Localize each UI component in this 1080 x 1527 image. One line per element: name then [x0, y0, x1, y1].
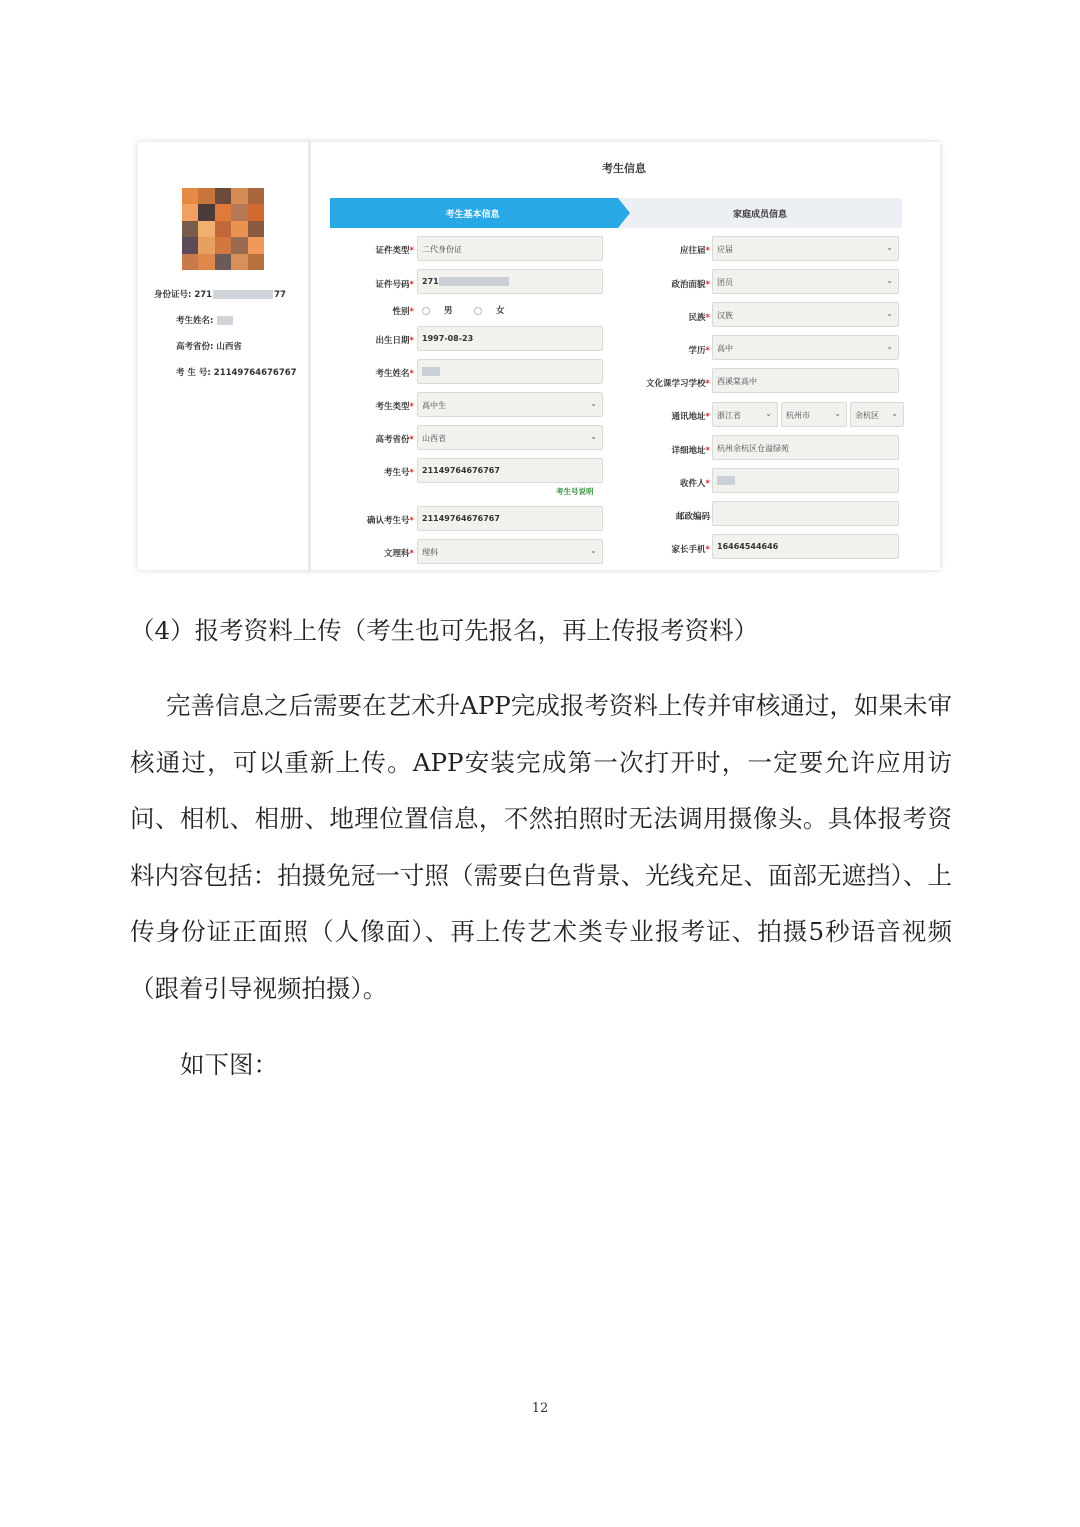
avatar-pixel — [248, 188, 264, 204]
chevron-down-icon: ⌄ — [886, 342, 893, 351]
name-line — [176, 314, 234, 326]
avatar-pixel — [182, 204, 198, 220]
address-city-select[interactable]: 杭州市 ⌄ — [781, 402, 847, 427]
education-select[interactable]: 高中 ⌄ — [712, 335, 899, 360]
step-basic-label: 考生基本信息 — [445, 210, 500, 220]
chevron-down-icon: ⌄ — [834, 409, 841, 418]
avatar-pixel — [231, 221, 247, 237]
label-political-status: 政治面貌* — [671, 280, 710, 290]
label-exam-number: 考生号* — [384, 468, 414, 478]
address-province-select[interactable]: 浙江省 ⌄ — [712, 402, 778, 427]
figure-caption: 如下图： — [180, 1050, 278, 1079]
detail-address-input[interactable]: 杭州余杭区仓溢绿苑 — [712, 435, 899, 460]
chevron-down-icon: ⌄ — [891, 409, 898, 418]
body-paragraph: 完善信息之后需要在艺术升APP完成报考资料上传并审核通过，如果未审核通过，可以重新上传。APP安装完成第一次打开时，一定要允许应用访问、相机、相册、地理位置信息，不然拍照时无法调用摄像头。具体报考资料内容包括：拍摄免冠一寸照（需要白色背景、光线充足、面部无遮挡）、上传身份证正面照（人像面）、再上传艺术类专业报考证、拍摄5秒语音视频（跟着引导视频拍摄）。 — [130, 691, 952, 1003]
avatar-pixel — [215, 221, 231, 237]
exam-number-line: 考 生 号: 21149764676767 — [176, 368, 297, 378]
grad-status-select[interactable]: 应届 ⌄ — [712, 236, 899, 261]
page-number: 12 — [531, 1401, 549, 1416]
avatar-pixel — [198, 237, 214, 253]
redaction — [439, 277, 509, 286]
avatar-pixel — [215, 204, 231, 220]
form-title: 考生信息 — [602, 162, 646, 175]
chevron-down-icon: ⌄ — [590, 432, 597, 441]
avatar-pixel — [231, 188, 247, 204]
label-education: 学历* — [688, 346, 710, 356]
step-bar — [330, 198, 902, 228]
gender-female-radio[interactable]: 女 — [474, 304, 505, 316]
recipient-input[interactable] — [712, 468, 899, 493]
label-exam-province: 高考省份* — [375, 435, 414, 445]
exam-province-select[interactable]: 山西省 ⌄ — [417, 425, 603, 450]
chevron-down-icon: ⌄ — [886, 276, 893, 285]
avatar-pixel — [248, 221, 264, 237]
chevron-down-icon: ⌄ — [590, 399, 597, 408]
screenshot-figure — [138, 142, 940, 570]
avatar-pixel — [182, 221, 198, 237]
exam-number-input[interactable]: 21149764676767 — [417, 458, 603, 483]
student-name-input[interactable] — [417, 359, 603, 384]
avatar — [182, 188, 264, 270]
name-label: 考生姓名: — [176, 316, 214, 326]
avatar-pixel — [215, 237, 231, 253]
exam-number-help-link[interactable]: 考生号说明 — [556, 487, 594, 496]
chevron-down-icon: ⌄ — [886, 309, 893, 318]
redaction — [422, 367, 440, 376]
label-postal-code: 邮政编码 — [675, 512, 710, 522]
address-district-select[interactable]: 余杭区 ⌄ — [850, 402, 904, 427]
school-input[interactable]: 西溪棠高中 — [712, 368, 899, 393]
avatar-pixel — [198, 221, 214, 237]
avatar-pixel — [231, 204, 247, 220]
avatar-pixel — [248, 237, 264, 253]
label-confirm-exam-number: 确认考生号* — [367, 516, 414, 526]
chevron-down-icon: ⌄ — [886, 243, 893, 252]
redaction — [717, 476, 735, 485]
avatar-pixel — [182, 237, 198, 253]
birth-date-input[interactable]: 1997-08-23 — [417, 326, 603, 351]
avatar-pixel — [198, 188, 214, 204]
label-id-type: 证件类型* — [375, 246, 414, 256]
label-school: 文化课学习学校* — [646, 379, 710, 389]
label-student-type: 考生类型* — [375, 402, 414, 412]
chevron-down-icon: ⌄ — [765, 409, 772, 418]
student-type-select[interactable]: 高中生 ⌄ — [417, 392, 603, 417]
id-label: 身份证号: 271 — [154, 290, 213, 300]
label-id-number: 证件号码* — [375, 280, 414, 290]
avatar-pixel — [248, 254, 264, 270]
id-type-select[interactable]: 二代身份证 — [417, 236, 603, 261]
avatar-pixel — [215, 188, 231, 204]
label-subject-track: 文理科* — [384, 549, 414, 559]
province-line: 高考省份: 山西省 — [176, 342, 242, 352]
label-birth-date: 出生日期* — [375, 336, 414, 346]
redaction — [213, 290, 273, 299]
avatar-pixel — [215, 254, 231, 270]
label-detail-address: 详细地址* — [671, 446, 710, 456]
label-mailing-address: 通讯地址* — [671, 412, 710, 422]
label-grad-status: 应往届* — [680, 246, 710, 256]
ethnicity-select[interactable]: 汉族 ⌄ — [712, 302, 899, 327]
confirm-exam-number-input[interactable]: 21149764676767 — [417, 506, 603, 531]
avatar-pixel — [198, 204, 214, 220]
avatar-pixel — [182, 188, 198, 204]
chevron-down-icon: ⌄ — [590, 546, 597, 555]
step-family-info[interactable]: 家庭成员信息 — [732, 210, 787, 220]
political-status-select[interactable]: 团员 ⌄ — [712, 269, 899, 294]
postal-code-input[interactable] — [712, 501, 899, 526]
gender-male-radio[interactable]: 男 — [422, 304, 453, 316]
label-gender: 性别* — [392, 307, 414, 317]
label-ethnicity: 民族* — [688, 313, 710, 323]
label-student-name: 考生姓名* — [375, 369, 414, 379]
label-recipient: 收件人* — [680, 479, 710, 489]
id-number-line — [154, 288, 286, 300]
step-basic-info[interactable] — [330, 198, 630, 228]
avatar-pixel — [248, 204, 264, 220]
profile-sidebar — [138, 142, 311, 570]
avatar-pixel — [231, 237, 247, 253]
section-heading: （4）报考资料上传（考生也可先报名，再上传报考资料） — [130, 616, 759, 645]
avatar-pixel — [231, 254, 247, 270]
redaction — [217, 316, 233, 325]
subject-track-select[interactable]: 理科 ⌄ — [417, 539, 603, 564]
parent-phone-input[interactable]: 16464544646 — [712, 534, 899, 559]
id-tail: 77 — [274, 290, 286, 300]
id-number-input[interactable]: 271 — [417, 269, 603, 294]
avatar-pixel — [198, 254, 214, 270]
avatar-pixel — [182, 254, 198, 270]
label-parent-phone: 家长手机* — [671, 545, 710, 555]
